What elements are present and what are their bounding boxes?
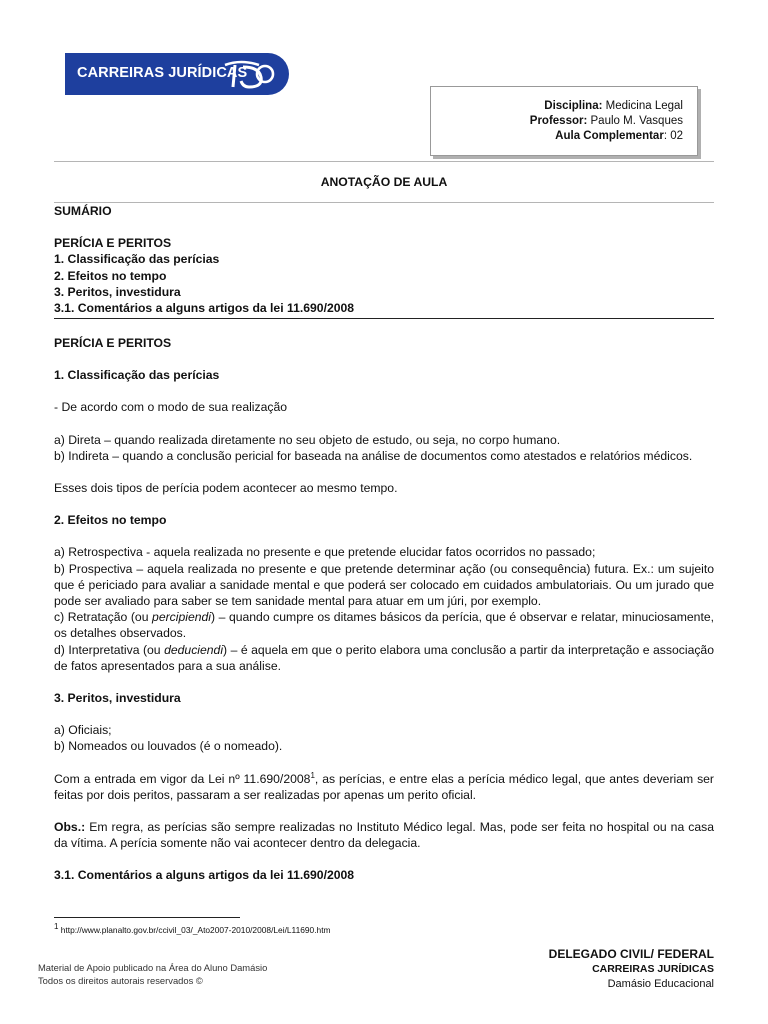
summary-divider [54, 318, 714, 319]
footer-area: CARREIRAS JURÍDICAS [592, 963, 714, 975]
footnote-ref[interactable]: 1 [310, 770, 315, 780]
brand-logo [65, 53, 289, 95]
observation: Obs.: Em regra, as perícias são sempre realizadas no Instituto Médico legal. Mas, pode ser feita no hospital ou na casa da vítima. A perícia somente não vai acontecer dentro da delegacia. [54, 820, 714, 851]
professor-row: Professor: Paulo M. Vasques [529, 115, 683, 127]
section-1-heading: 1. Classificação das perícias [54, 368, 220, 383]
page-title: ANOTAÇÃO DE AULA [320, 175, 448, 189]
footnote: $^1$ http://www.planalto.gov.br/ccivil_03/_Ato2007-2010/2008/Lei/L11690.htm [54, 922, 331, 935]
footer-course: DELEGADO CIVIL/ FEDERAL [548, 947, 714, 961]
summary-item: PERÍCIA E PERITOS [54, 236, 172, 251]
discipline-row: Disciplina: Medicina Legal [544, 100, 683, 112]
section-2-heading: 2. Efeitos no tempo [54, 513, 167, 528]
header-divider [54, 161, 714, 162]
paragraph: Com a entrada em vigor da Lei nº 11.690/2008$^1$, as perícias, e entre elas a perícia médico legal, que antes deveriam ser feitas por dois peritos, passaram a ser realizadas por apenas um perito oficial. [54, 770, 714, 802]
summary-item: 3. Peritos, investidura [54, 284, 181, 299]
section-3-heading: 3. Peritos, investidura [54, 691, 181, 706]
paragraph: a) Oficiais; [54, 723, 112, 738]
section-title: PERÍCIA E PERITOS [54, 336, 172, 350]
paragraph: b) Prospectiva – aquela realizada no presente e que pretende determinar ação (ou consequência) futura. Ex.: um sujeito que é periciado para avaliar a sanidade mental e que poderá ser colocado em cuidados ambulatoriais. Ou um jurado que pode ser avaliado para saber se tem sanidade mental para atuar em um júri, por exemplo. [54, 561, 714, 609]
summary-item: 2. Efeitos no tempo [54, 268, 167, 283]
course-info-box [430, 86, 698, 156]
paragraph: Esses dois tipos de perícia podem acontecer ao mesmo tempo. [54, 481, 398, 496]
logo-text: CARREIRAS JURÍDICAS [77, 65, 248, 81]
section-3-1-heading: 3.1. Comentários a alguns artigos da lei 11.690/2008 [54, 868, 355, 883]
summary [54, 203, 714, 316]
paragraph: d) Interpretativa (ou deduciendi) – é aquela em que o perito elabora uma conclusão a partir da interpretação e associação de fatos apresentados para a sua análise. [54, 642, 714, 673]
paragraph: a) Retrospectiva - aquela realizada no presente e que pretende elucidar fatos ocorridos no passado; [54, 545, 596, 560]
paragraph: b) Indireta – quando a conclusão pericial for baseada na análise de documentos como atestados e relatórios médicos. [54, 448, 693, 463]
summary-heading: SUMÁRIO [54, 204, 112, 218]
paragraph: c) Retratação (ou percipiendi) – quando cumpre os ditames básicos da perícia, que é observar e relatar, minuciosamente, os detalhes observados. [54, 610, 714, 641]
paragraph: a) Direta – quando realizada diretamente no seu objeto de estudo, ou seja, no corpo humano. [54, 432, 561, 447]
footer-left: Material de Apoio publicado na Área do Aluno Damásio Todos os direitos autorais reservados © [38, 962, 268, 986]
footnote-separator [54, 917, 240, 918]
summary-item: 1. Classificação das perícias [54, 252, 220, 267]
logo-emblem-icon [219, 57, 281, 91]
footer-right [549, 947, 714, 992]
document-body [54, 335, 714, 884]
paragraph: - De acordo com o modo de sua realização [54, 400, 288, 415]
footnote-link[interactable]: http://www.planalto.gov.br/ccivil_03/_Ato2007-2010/2008/Lei/L11690.htm [58, 925, 331, 935]
lesson-row: Aula Complementar: 02 [555, 130, 683, 142]
summary-item: 3.1. Comentários a alguns artigos da lei 11.690/2008 [54, 301, 355, 316]
paragraph: b) Nomeados ou louvados (é o nomeado). [54, 739, 283, 754]
footer-company: Damásio Educacional [607, 978, 714, 990]
